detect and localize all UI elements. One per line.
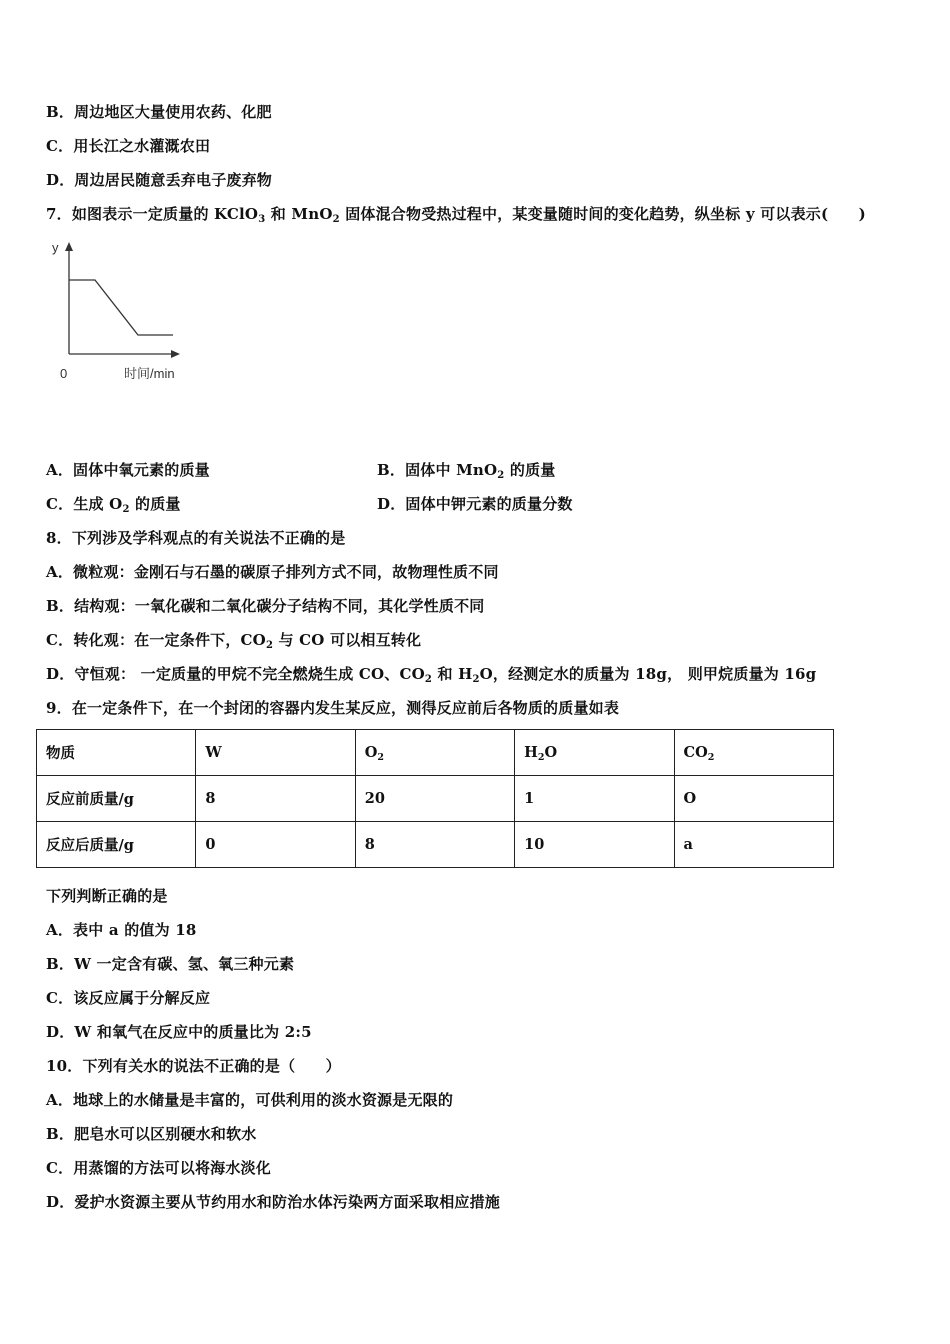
- x-axis-label: 时间/min: [124, 366, 175, 381]
- q7-option-d: D．固体中钾元素的质量分数: [377, 495, 573, 513]
- table-row: [37, 822, 834, 868]
- table-row: [37, 776, 834, 822]
- q10-option-c: C．用蒸馏的方法可以将海水淡化: [46, 1159, 271, 1177]
- q10-option-a: A．地球上的水储量是丰富的，可供利用的淡水资源是无限的: [46, 1091, 454, 1109]
- q10-stem: 10．下列有关水的说法不正确的是（ ）: [46, 1057, 341, 1075]
- table-header-cell: $O_2$: [355, 730, 514, 776]
- table-cell: 1: [515, 776, 674, 822]
- q8-option-c: C．转化观：在一定条件下，$CO_2$ 与 CO 可以相互转化: [46, 631, 422, 651]
- table-cell: a: [674, 822, 833, 868]
- table-cell: 20: [355, 776, 514, 822]
- table-cell: 10: [515, 822, 674, 868]
- q9-follow-up: 下列判断正确的是: [46, 887, 168, 905]
- q7-option-c: C．生成 $O_2$ 的质量: [46, 495, 181, 515]
- table-header-cell: $H_2O$: [515, 730, 674, 776]
- y-axis-label: y: [52, 240, 59, 255]
- q7-graph: [40, 236, 200, 386]
- q10-option-b: B．肥皂水可以区别硬水和软水: [46, 1125, 257, 1143]
- q7-option-b: B．固体中 MnO$_2$ 的质量: [377, 461, 556, 481]
- q6-option-c: C．用长江之水灌溉农田: [46, 137, 211, 155]
- table-header-cell: $CO_2$: [674, 730, 833, 776]
- q9-option-b: B．W 一定含有碳、氢、氧三种元素: [46, 955, 295, 973]
- table-header-cell: W: [196, 730, 355, 776]
- q9-option-a: A．表中 a 的值为 18: [46, 921, 197, 939]
- table-cell: O: [674, 776, 833, 822]
- q10-option-d: D．爱护水资源主要从节约用水和防治水体污染两方面采取相应措施: [46, 1193, 501, 1211]
- origin-label: 0: [60, 366, 68, 381]
- table-cell: 8: [196, 776, 355, 822]
- trend-line: [69, 280, 173, 335]
- table-row-label: 反应后质量/g: [37, 822, 196, 868]
- q8-option-b: B．结构观：一氧化碳和二氧化碳分子结构不同，其化学性质不同: [46, 597, 485, 615]
- x-axis-arrow-icon: [171, 350, 180, 358]
- q8-stem: 8．下列涉及学科观点的有关说法不正确的是: [46, 529, 346, 547]
- table-header-cell: 物质: [37, 730, 196, 776]
- table-header-row: [37, 730, 834, 776]
- q9-option-d: D．W 和氧气在反应中的质量比为 2:5: [46, 1023, 312, 1041]
- q6-option-d: D．周边居民随意丢弃电子废弃物: [46, 171, 273, 189]
- q8-option-d: D．守恒观： 一定质量的甲烷不完全燃烧生成 CO、$CO_2$ 和 $H_2O$，经测定水的质量为 18g， 则甲烷质量为 16g: [46, 665, 817, 685]
- q8-option-a: A．微粒观：金刚石与石墨的碳原子排列方式不同，故物理性质不同: [46, 563, 499, 581]
- q9-stem: 9．在一定条件下，在一个封闭的容器内发生某反应，测得反应前后各物质的质量如表: [46, 699, 620, 717]
- y-axis-arrow-icon: [65, 242, 73, 251]
- q6-option-b: B．周边地区大量使用农药、化肥: [46, 103, 272, 121]
- table-cell: 0: [196, 822, 355, 868]
- q7-option-a: A．固体中氧元素的质量: [46, 461, 210, 479]
- q9-option-c: C．该反应属于分解反应: [46, 989, 211, 1007]
- table-row-label: 反应前质量/g: [37, 776, 196, 822]
- q9-mass-table: [36, 729, 834, 868]
- q7-stem: 7．如图表示一定质量的 KClO$_3$ 和 MnO$_2$ 固体混合物受热过程中，某变量随时间的变化趋势，纵坐标 y 可以表示( ): [46, 205, 866, 225]
- table-cell: 8: [355, 822, 514, 868]
